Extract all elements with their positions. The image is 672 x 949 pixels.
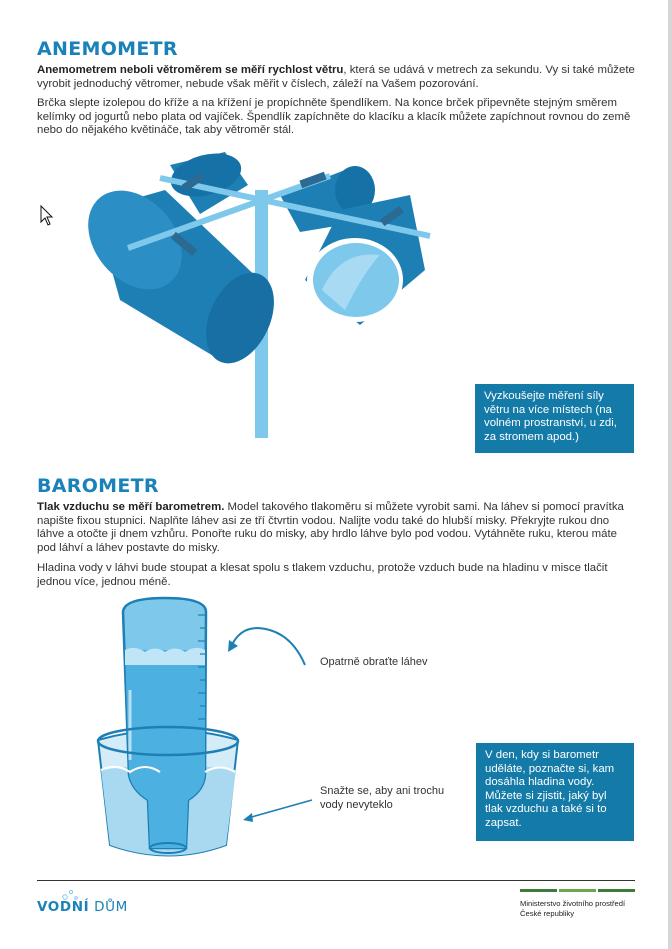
anemometer-illustration xyxy=(69,146,430,438)
anemometr-title: ANEMOMETR xyxy=(37,38,178,60)
barometer-illustration xyxy=(98,598,312,856)
logo-word-1: VODNÍ xyxy=(37,899,90,915)
ministry-line-2: České republiky xyxy=(520,909,575,918)
logo-word-2: DŮM xyxy=(89,899,128,915)
footer-divider xyxy=(37,880,635,881)
caption-flip-bottle: Opatrně obraťte láhev xyxy=(320,656,428,668)
barometr-explanation: Hladina vody v láhvi bude stoupat a klesat spolu s tlakem vzduchu, protože vzduch bude na hladinu v misce tlačit jednou více, jednou méně. xyxy=(37,562,608,588)
caption-dont-spill: Snažte se, aby ani trochu vody nevyteklo xyxy=(320,785,445,811)
anemometr-steps: Brčka slepte izolepou do kříže a na křížení je propíchněte špendlíkem. Na konce brček připevněte stejným směrem kelímky od jogurtů nebo plata od vajíček. Špendlík zapíchněte do klacíku a klacík můžete zapíchnout rovnou do země nebo do nějakého květináče, tak aby větroměr stál. xyxy=(37,97,631,137)
anemometr-intro-rest: , která se udává v metrech za sekundu. Vy si také můžete vyrobit jednoduchý větromer, nebude však měřit v číslech, záleží na Vašem pozorování. xyxy=(37,64,635,90)
logo-text xyxy=(37,899,128,915)
ministry-color-bars xyxy=(520,889,635,892)
barometr-title: BAROMETR xyxy=(37,475,159,497)
anemometr-tip-box: Vyzkoušejte měření síly větru na více místech (na volném prostranství, u zdi, za stromem apod.) xyxy=(475,384,634,453)
ministry-logo xyxy=(520,889,635,919)
curved-arrow-icon xyxy=(232,628,305,665)
barometr-tip-box: V den, kdy si barometr uděláte, poznačte si, kam dosáhla hladina vody. Můžete si zjistit, jaký byl tlak vzduchu a také si to zapsat. xyxy=(476,743,634,841)
barometr-intro xyxy=(37,501,635,555)
pointer-arrow-icon xyxy=(248,800,312,818)
anemometr-intro-bold: Anemometrem neboli větroměrem se měří rychlost větru xyxy=(37,64,344,76)
mouse-cursor-icon xyxy=(41,206,52,225)
barometr-intro-rest: Model takového tlakoměru si můžete vyrobit sami. Na láhev si pomocí pravítka napište fixou stupnici. Naplňte láhev asi ze tří čtvrtin vodou. Nalijte vodu také do hlubší misky. Překryjte rukou dno láhve a otočte ji dnem vzhůru. Ponořte ruku do misky, aby hrdlo láhve bylo pod vodou. Vytáhněte ruku, kterou máte pod láhví a láhev postavte do misky. xyxy=(37,501,624,554)
barometr-intro-bold: Tlak vzduchu se měří barometrem. xyxy=(37,501,225,513)
ministry-line-1: Ministerstvo životního prostředí xyxy=(520,899,626,908)
